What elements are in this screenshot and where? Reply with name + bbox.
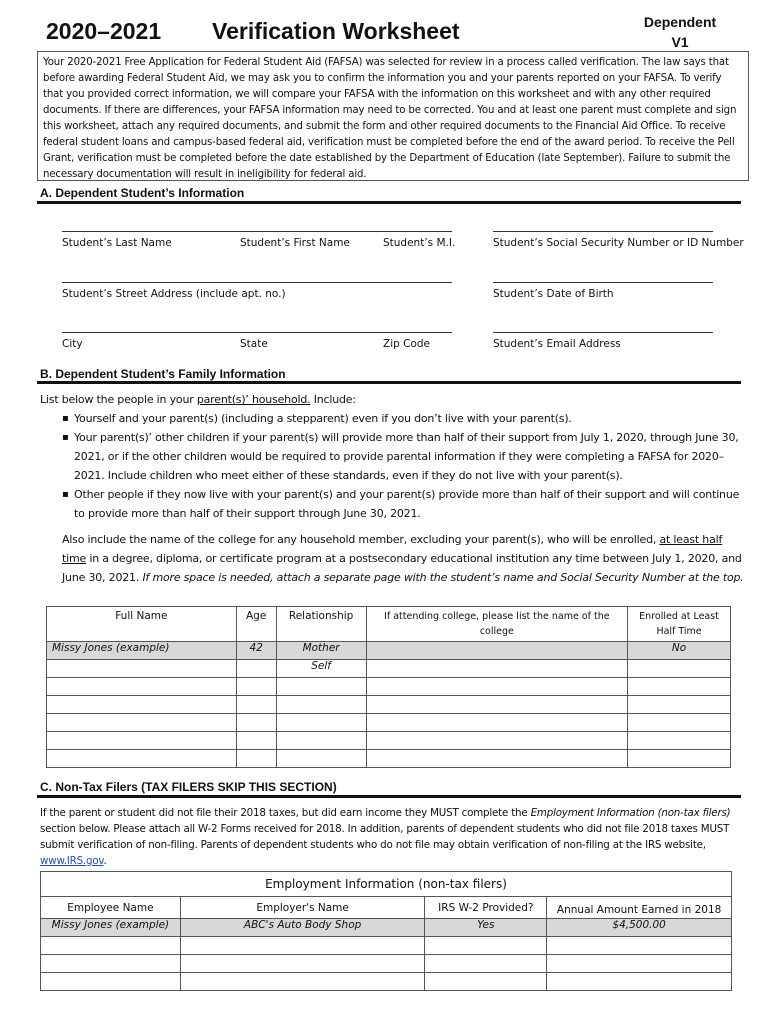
address-label: Student’s Street Address (include apt. no.) — [62, 288, 286, 300]
section-a-heading: A. Dependent Student’s Information — [40, 186, 245, 200]
table-row[interactable] — [41, 955, 732, 973]
table-row[interactable] — [47, 660, 731, 678]
bullet-item: ▪ Yourself and your parent(s) (including a stepparent) even if you don’t live with your parent(s). — [62, 409, 742, 428]
example-age: 42 — [236, 642, 276, 660]
form-version: V1 — [671, 34, 689, 50]
email-label: Student’s Email Address — [493, 338, 621, 350]
form-title: Verification Worksheet — [212, 18, 460, 44]
last-first-mi-line[interactable] — [62, 231, 452, 232]
employment-title-row — [41, 872, 732, 897]
employment-title: Employment Information (non-tax filers) — [41, 872, 732, 897]
col-age: Age — [236, 607, 276, 642]
col-college: If attending college, please list the name of the college — [366, 607, 628, 642]
example-employee: Missy Jones (example) — [41, 919, 181, 937]
col-employee-name: Employee Name — [41, 897, 181, 919]
table-row[interactable] — [41, 937, 732, 955]
city-state-zip-line[interactable] — [62, 332, 452, 333]
intro-box: Your 2020-2021 Free Application for Federal Student Aid (FAFSA) was selected for review in a process called verification. The law says that before awarding Federal Student Aid, we may ask you to confirm the information you and your parents reported on your FAFSA. To verify that you provided correct information, we will compare your FAFSA with the information on this worksheet and with any other required documents. If there are differences, your FAFSA information may need to be corrected. You and at least one parent must complete and sign this worksheet, attach any required documents, and submit the form and other required documents to the Financial Aid Office. To receive federal student loans and campus-based federal aid, verification must be completed before the end of the award period. To receive the Pell Grant, verification must be completed before the date established by the Department of Education (late September). Failure to submit the necessary documentation will result in ineligibility for federal aid. — [37, 51, 749, 181]
form-type-label: Dependent — [643, 14, 717, 30]
non-tax-instructions: If the parent or student did not file their 2018 taxes, but did earn income they MUST complete the Employment Information (non-tax filers) section below. Please attach all W-2 Forms received for 2018. In addition, parents of dependent students who did not file 2018 taxes MUST submit verification of non-filing. Parents of dependent students who do not file may obtain verification of non-filing at the IRS website, www.IRS.gov. — [40, 807, 731, 867]
col-annual-amount: Annual Amount Earned in 2018 — [547, 897, 732, 919]
col-enrolled: Enrolled at Least Half Time — [628, 607, 731, 642]
example-name: Missy Jones (example) — [47, 642, 237, 660]
example-employer: ABC's Auto Body Shop — [180, 919, 425, 937]
ssn-line[interactable] — [493, 231, 713, 232]
example-relationship: Mother — [276, 642, 366, 660]
bullet-item: ▪ Other people if they now live with your parent(s) and your parent(s) provide more than half of their support and will continue to provide more than half of their support through June 30, 2021. — [62, 485, 742, 523]
example-college — [366, 642, 628, 660]
household-bullets — [62, 409, 742, 523]
employment-table — [40, 871, 732, 991]
mi-label: Student’s M.I. — [383, 237, 456, 249]
table-row[interactable] — [41, 973, 732, 991]
section-c-rule — [37, 795, 741, 798]
section-b-heading: B. Dependent Student’s Family Information — [40, 367, 286, 381]
table-row[interactable] — [47, 714, 731, 732]
state-label: State — [240, 338, 268, 350]
address-line[interactable] — [62, 282, 452, 283]
city-label: City — [62, 338, 83, 350]
example-enrolled: No — [628, 642, 731, 660]
col-employer-name: Employer's Name — [180, 897, 425, 919]
first-name-label: Student’s First Name — [240, 237, 350, 249]
self-relationship: Self — [276, 660, 366, 678]
form-type — [620, 12, 740, 52]
section-b-rule — [37, 381, 741, 384]
section-a-rule — [37, 201, 741, 204]
section-c-heading: C. Non-Tax Filers (TAX FILERS SKIP THIS SECTION) — [40, 780, 337, 794]
ssn-label: Student’s Social Security Number or ID Number — [493, 237, 744, 249]
table-row — [41, 919, 732, 937]
household-intro: List below the people in your parent(s)’ household. Include: — [40, 393, 356, 406]
household-header-row — [47, 607, 731, 642]
zip-label: Zip Code — [383, 338, 430, 350]
last-name-label: Student’s Last Name — [62, 237, 172, 249]
employment-header-row — [41, 897, 732, 919]
table-row[interactable] — [47, 750, 731, 768]
col-full-name: Full Name — [47, 607, 237, 642]
dob-line[interactable] — [493, 282, 713, 283]
table-row[interactable] — [47, 732, 731, 750]
irs-link[interactable]: www.IRS.gov — [40, 855, 104, 867]
college-instructions: Also include the name of the college for any household member, excluding your parent(s), who will be enrolled, at least half time in a degree, diploma, or certificate program at a postsecondary educational institution any time between July 1, 2020, and June 30, 2021. If more space is needed, attach a separate page with the student’s name and Social Security Number at the top. — [62, 533, 744, 584]
email-line[interactable] — [493, 332, 713, 333]
example-amount: $4,500.00 — [547, 919, 732, 937]
example-w2: Yes — [425, 919, 547, 937]
table-row — [47, 642, 731, 660]
dob-label: Student’s Date of Birth — [493, 288, 614, 300]
form-year: 2020–2021 — [46, 18, 162, 44]
table-row[interactable] — [47, 678, 731, 696]
household-table — [46, 606, 731, 768]
col-relationship: Relationship — [276, 607, 366, 642]
table-row[interactable] — [47, 696, 731, 714]
col-w2-provided: IRS W-2 Provided? — [425, 897, 547, 919]
bullet-item: ▪ Your parent(s)’ other children if your parent(s) will provide more than half of their support from July 1, 2020, through June 30, 2021, or if the other children would be required to provide parental information if they were completing a FAFSA for 2020–2021. Include children who meet either of these standards, even if they do not live with your parent(s). — [62, 428, 742, 485]
